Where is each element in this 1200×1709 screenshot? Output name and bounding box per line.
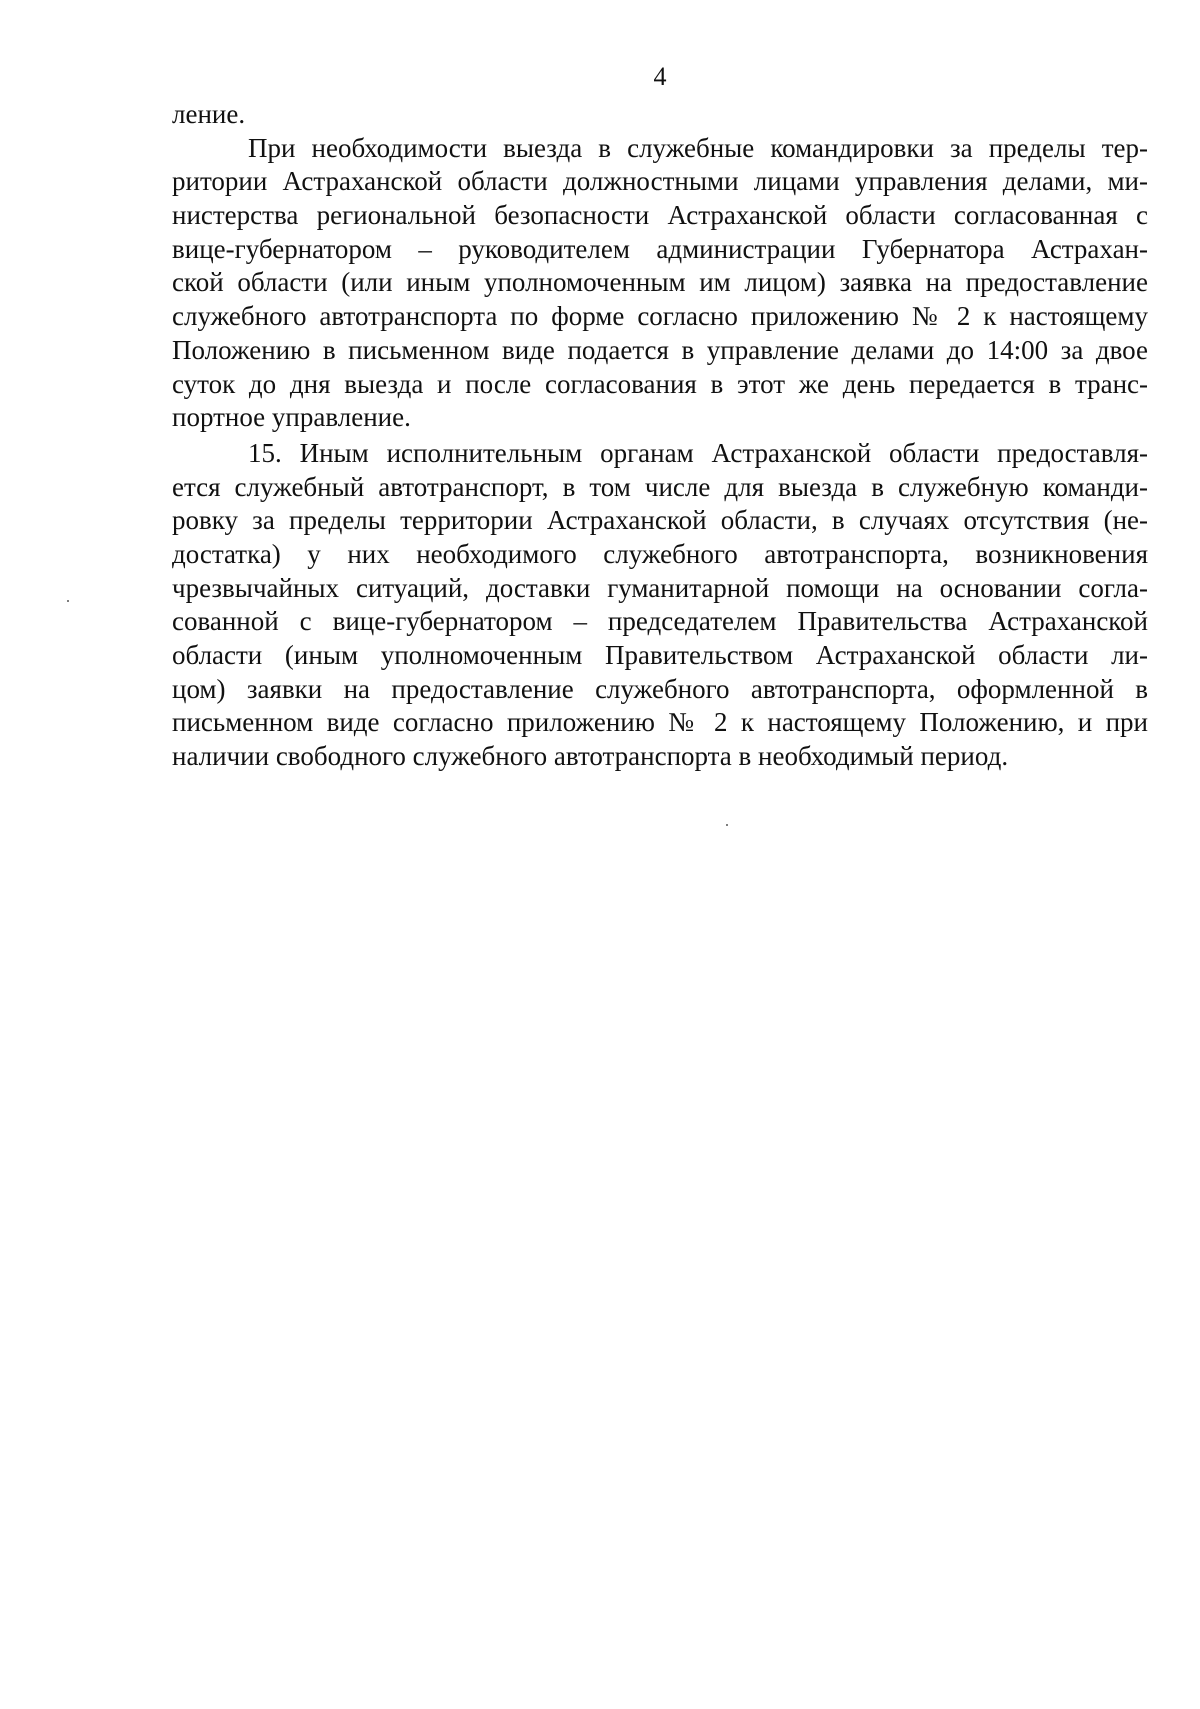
paragraph-line: достатка) у них необходимого служебного автотранспорта, возникновения — [172, 538, 1148, 569]
paragraph-line: ской области (или иным уполномоченным им лицом) заявка на предоставление — [172, 267, 1148, 298]
continuation-line: ление. — [172, 99, 246, 129]
paragraph-line: портное управление. — [172, 402, 411, 433]
document-body — [172, 98, 1148, 774]
paragraph-line: области (иным уполномоченным Правительством Астраханской области ли- — [172, 640, 1148, 670]
paragraph-line: наличии свободного служебного автотранспорта в необходимый период. — [172, 741, 1009, 772]
paragraph-line: 15. Иным исполнительным органам Астраханской области предоставля- — [248, 437, 1148, 468]
paragraph-line: ровку за пределы территории Астраханской области, в случаях отсутствия (не- — [172, 505, 1148, 536]
scan-speck — [726, 824, 728, 826]
paragraph-line: суток до дня выезда и после согласования в этот же день передается в транс- — [172, 368, 1148, 399]
paragraph-line: вице-губернатором – руководителем администрации Губернатора Астрахан- — [172, 233, 1148, 264]
paragraph-line: служебного автотранспорта по форме согласно приложению № 2 к настоящему — [172, 301, 1148, 332]
paragraph-line: Положению в письменном виде подается в управление делами до 14:00 за двое — [172, 334, 1148, 365]
paragraph-line: При необходимости выезда в служебные командировки за пределы тер- — [248, 132, 1148, 163]
paragraph-line: ется служебный автотранспорт, в том числе для выезда в служебную команди- — [172, 471, 1148, 502]
paragraph-line: цом) заявки на предоставление служебного автотранспорта, оформленной в — [172, 673, 1148, 704]
paragraph-line: чрезвычайных ситуаций, доставки гуманитарной помощи на основании согла- — [172, 572, 1148, 603]
paragraph-2 — [172, 437, 1148, 774]
paragraph-line: ритории Астраханской области должностными лицами управления делами, ми- — [172, 166, 1148, 197]
paragraph-line: нистерства региональной безопасности Астраханской области согласованная с — [172, 200, 1148, 231]
page-number: 4 — [653, 62, 667, 91]
paragraph-1 — [172, 132, 1148, 435]
scan-speck — [67, 600, 69, 602]
paragraph-line: сованной с вице-губернатором – председателем Правительства Астраханской — [172, 606, 1148, 637]
paragraph-line: письменном виде согласно приложению № 2 к настоящему Положению, и при — [172, 707, 1148, 738]
